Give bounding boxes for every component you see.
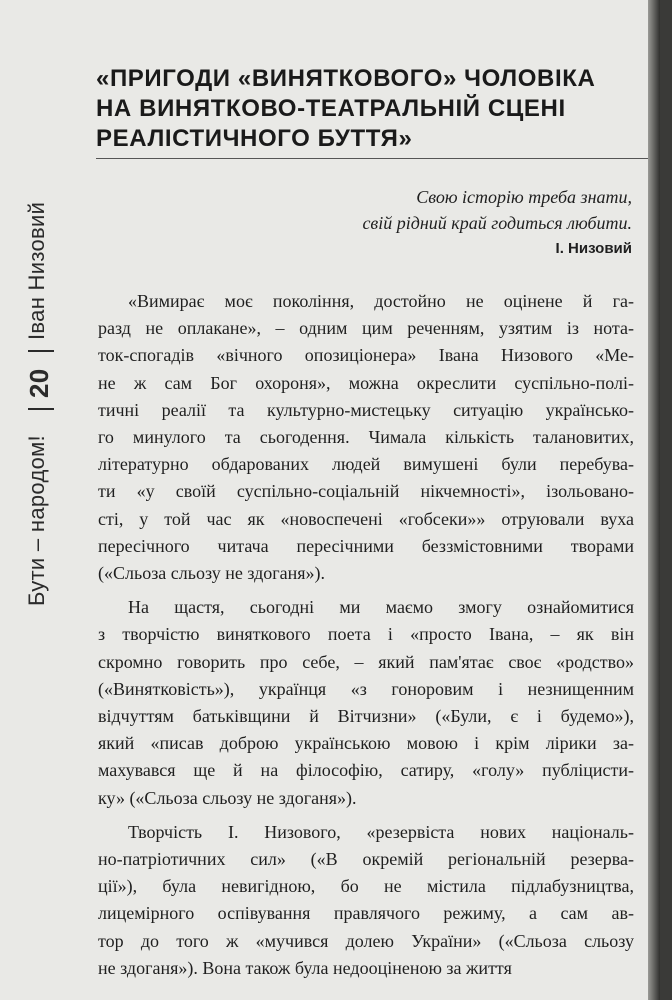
text-line: лицемірного оспівування правлячого режиму, а сам ав- bbox=[98, 903, 634, 924]
text-line: но-патріотичних сил» («В окремій регіональній резерва- bbox=[98, 849, 634, 870]
text-line: ток-спогадів «вічного опозиціонера» Івана Низового «Ме- bbox=[98, 345, 634, 366]
text-line: го минулого та сьогодення. Чимала кількість талановитих, bbox=[98, 427, 634, 448]
epigraph bbox=[96, 184, 632, 262]
text-line: з творчістю виняткового поета і «просто Івана, – як він bbox=[98, 624, 634, 645]
text-line: ти «у своїй суспільно-соціальній нікчемності», ізольовано- bbox=[98, 481, 634, 502]
text-line: скромно говорить про себе, – який пам'ятає своє «родство» bbox=[98, 651, 634, 672]
text-line: Творчість І. Низового, «резервіста нових національ- bbox=[128, 821, 634, 842]
text-line: разд не оплакане», – одним цим реченням, узятим із нота- bbox=[98, 318, 634, 339]
body-text bbox=[98, 288, 634, 989]
text-line: («Сльоза сльозу не здоганя»). bbox=[98, 563, 326, 584]
title-rule bbox=[96, 158, 660, 159]
epigraph-line: свій рідний край годиться любити. bbox=[362, 213, 632, 233]
epigraph-signature: І. Низовий bbox=[555, 240, 632, 257]
title-line: РЕАЛІСТИЧНОГО БУТТЯ» bbox=[96, 125, 413, 152]
text-line: ції»), була невигідною, бо не містила підлабузництва, bbox=[98, 876, 634, 897]
text-line: («Винятковість»), українця «з гоноровим і незнищенним bbox=[98, 678, 634, 699]
text-line: «Вимирає моє покоління, достойно не оцінене й га- bbox=[128, 291, 634, 311]
text-line: пересічного читача пересічними беззмістовними творами bbox=[98, 535, 634, 556]
text-line: На щастя, сьогодні ми маємо змогу ознайомитися bbox=[128, 597, 634, 618]
text-line: сті, у той час як «новоспечені «гобсеки»» отруювали вуха bbox=[98, 508, 634, 529]
title-line: «ПРИГОДИ «ВИНЯТКОВОГО» ЧОЛОВІКА bbox=[96, 65, 596, 92]
running-header bbox=[22, 201, 56, 606]
chapter-title bbox=[96, 64, 641, 154]
page-number: 20 bbox=[24, 368, 54, 398]
text-line: який «писав доброю українською мовою і крім лірики за- bbox=[98, 733, 634, 754]
text-line: не здоганя»). Вона також була недооціненою за життя bbox=[98, 957, 512, 978]
text-line: ку» («Сльоза сльозу не здоганя»). bbox=[98, 787, 357, 808]
page-edge-shadow bbox=[648, 0, 660, 1000]
text-line: тичні реалії та культурно-мистецьку ситуацію українсько- bbox=[98, 399, 634, 420]
text-line: не ж сам Бог охороня», можна окреслити суспільно-полі- bbox=[98, 372, 634, 393]
text-line: тор до того ж «мучився долею України» («Сльоза сльозу bbox=[98, 930, 634, 951]
text-line: махувався ще й на філософію, сатиру, «голу» публіцисти- bbox=[98, 760, 634, 781]
paragraph bbox=[98, 594, 634, 812]
header-separator bbox=[28, 350, 54, 352]
paragraph bbox=[98, 288, 634, 587]
paragraph bbox=[98, 819, 634, 982]
running-header-book-title: Бути – народом! bbox=[24, 435, 49, 606]
text-line: літературно обдарованих людей вимушені були перебува- bbox=[98, 454, 634, 475]
running-header-author: Іван Низовий bbox=[24, 201, 49, 340]
epigraph-line: Свою історію треба знати, bbox=[416, 187, 632, 207]
header-separator bbox=[28, 408, 54, 410]
title-line: НА ВИНЯТКОВО-ТЕАТРАЛЬНІЙ СЦЕНІ bbox=[96, 95, 566, 122]
text-line: відчуттям батьківщини й Вітчизни» («Були, є і будемо»), bbox=[98, 706, 634, 727]
